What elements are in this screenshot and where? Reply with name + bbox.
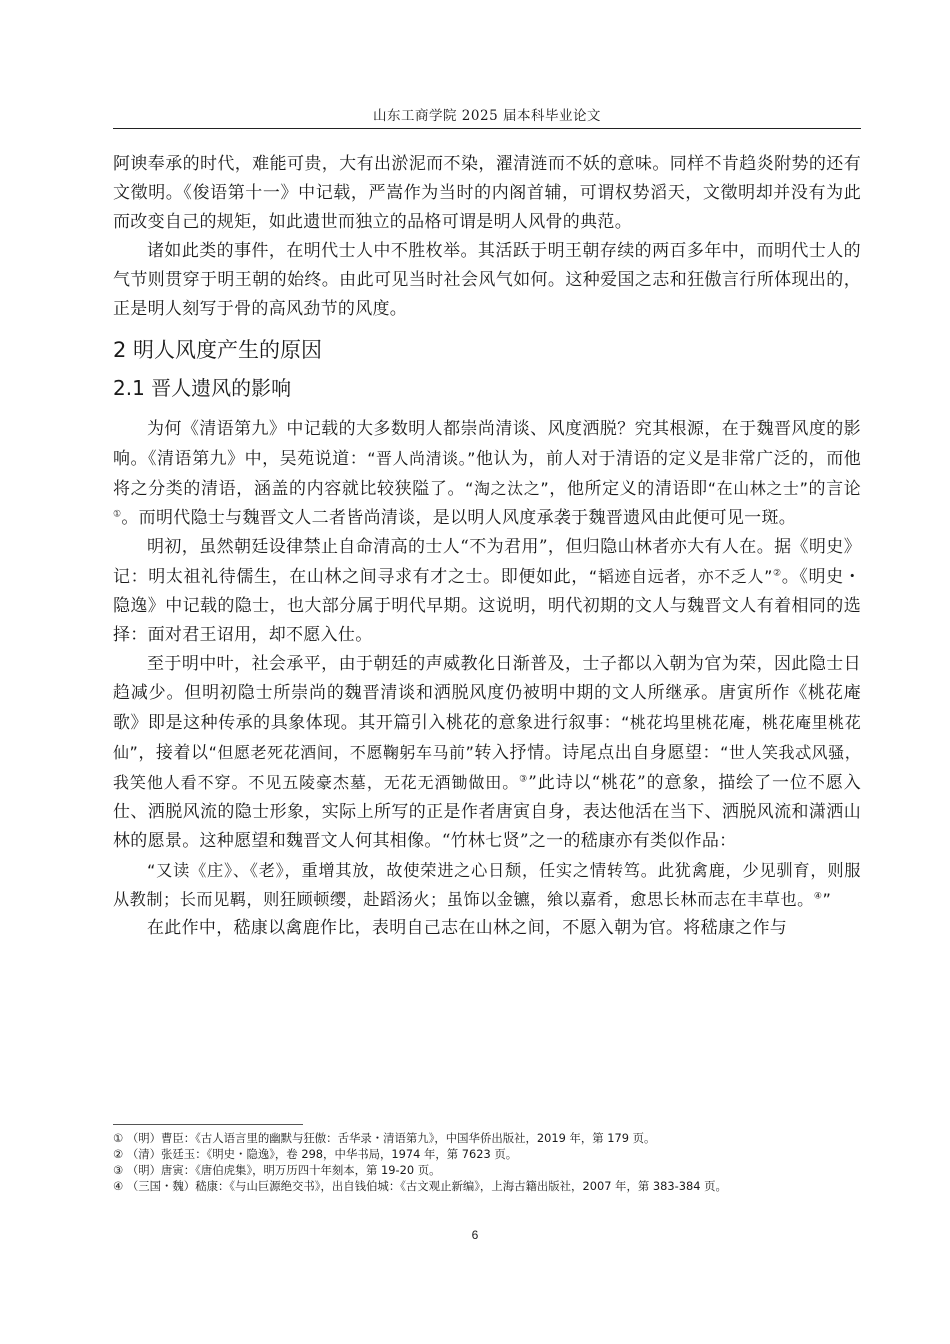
running-header: 山东工商学院 2025 届本科毕业论文 [373, 108, 601, 124]
p5-text-c: 转入抒情。诗尾点出自身愿望： [474, 743, 721, 763]
footnote-rule [113, 1124, 303, 1125]
p3-quote-3: “在山林之士” [707, 479, 809, 498]
footnote-ref-4[interactable]: ④ [813, 891, 823, 902]
p4-text-a: 明初，虽然朝廷设律禁止自命清高的士人“不为君用”，但归隐山林者亦大有人在。据《明史》记：明太祖礼待儒生，在山林之间寻求有才之士。即便如此， [113, 537, 861, 587]
paragraph-4 [113, 533, 861, 650]
p3-text-e: 。而明代隐士与魏晋文人二者皆尚清谈，是以明人风度承袭于魏晋遗风由此便可见一斑。 [121, 508, 797, 528]
section-heading: 2 明人风度产生的原因 [113, 338, 323, 362]
p5-quote-1: “桃花坞里桃花庵，桃花庵里桃花仙” [113, 713, 861, 762]
p4-text-b: 。《明史・隐逸》中记载的隐士，也大部分属于明代早期。这说明，明代初期的文人与魏晋文人有着相同的选择：面对君王诏用，却不愿入仕。 [113, 567, 862, 645]
footnote-4 [113, 1178, 861, 1194]
p5-quote-3: “世人笑我忒风骚，我笑他人看不穿。不见五陵豪杰墓，无花无酒锄做田。 [113, 743, 862, 792]
footnote-mark: ④ [113, 1179, 124, 1193]
paragraph-1: 阿谀奉承的时代，难能可贵，大有出淤泥而不染，濯清涟而不妖的意味。同样不肯趋炎附势的还有文徵明。《俊语第十一》中记载，严嵩作为当时的内阁首辅，可谓权势滔天，文徵明却并没有为此而改变自己的规矩，如此遗世而独立的品格可谓是明人风骨的典范。 [113, 154, 861, 232]
p5-text-b: ，接着以 [138, 743, 209, 763]
quote-text: “又读《庄》、《老》，重增其放，故使荣进之心日颓，任实之情转笃。此犹禽鹿，少见驯育，则服从教制；长而见羁，则狂顾顿缨，赴蹈汤火；虽饰以金镳，飨以嘉肴，愈思长林而志在丰草也。 [113, 861, 861, 909]
footnote-text: （清）张廷玉：《明史・隐逸》，卷 298，中华书局，1974 年，第 7623 页。 [126, 1147, 518, 1161]
p5-quote-2: “但愿老死花酒间，不愿鞠躬车马前” [208, 743, 475, 762]
p3-quote-2: “淘之汰之” [465, 479, 549, 498]
footnote-3 [113, 1162, 861, 1178]
footnote-text: （三国・魏）嵇康：《与山巨源绝交书》，出自钱伯城：《古文观止新编》，上海古籍出版社，2007 年，第 383-384 页。 [126, 1179, 727, 1193]
footnote-ref-1[interactable]: ① [113, 509, 122, 520]
p3-text-a: 为何《清语第九》中记载的大多数明人都崇尚清谈、风度洒脱？究其根源，在于魏晋风度的影响。《清语第九》中，吴苑说道： [113, 419, 861, 469]
paragraph-6: 在此作中，嵇康以禽鹿作比，表明自己志在山林之间，不愿入朝为官。将嵇康之作与 [147, 918, 788, 938]
footnote-text: （明）曹臣：《古人语言里的幽默与狂傲：舌华录・清语第九》，中国华侨出版社，2019 年，第 179 页。 [126, 1131, 656, 1145]
main-body [113, 150, 861, 943]
footnote-ref-2[interactable]: ② [772, 568, 782, 579]
p5-text-a: 至于明中叶，社会承平，由于朝廷的声威教化日渐普及，士子都以入朝为官为荣，因此隐士日趋减少。但明初隐士所崇尚的魏晋清谈和洒脱风度仍被明中期的文人所继承。唐寅所作《桃花庵歌》即是这种传承的具象体现。其开篇引入桃花的意象进行叙事： [113, 654, 861, 733]
p3-text-d: 的言论 [808, 479, 862, 499]
block-quote [113, 856, 861, 914]
footnote-ref-3[interactable]: ③ [519, 774, 529, 785]
p4-quote: “韬迹自远者，亦不乏人” [588, 567, 773, 586]
header-rule [113, 128, 861, 129]
footnote-mark: ① [113, 1131, 124, 1145]
subsection-heading: 2.1 晋人遗风的影响 [113, 376, 292, 400]
footnotes [113, 1130, 861, 1194]
p3-text-b: 他认为，前人对于清语的定义是非常广泛的，而他将之分类的清语，涵盖的内容就比较狭隘了。 [113, 449, 862, 499]
p5-text-d: ”此诗以“桃花”的意象，描绘了一位不愿入仕、洒脱风流的隐士形象，实际上所写的正是作者唐寅自身，表达他活在当下、洒脱风流和潇洒山林的愿景。这种愿望和魏晋文人何其相像。“竹林七贤”之一的嵇康亦有类似作品： [113, 773, 862, 851]
paragraph-2: 诸如此类的事件，在明代士人中不胜枚举。其活跃于明王朝存续的两百多年中，而明代士人的气节则贯穿于明王朝的始终。由此可见当时社会风气如何。这种爱国之志和狂傲言行所体现出的，正是明人刻写于骨的高风劲节的风度。 [113, 241, 861, 319]
p3-quote-1: “晋人尚清谈。” [367, 449, 476, 468]
footnote-2 [113, 1146, 861, 1162]
page-number: 6 [471, 1228, 479, 1242]
footnote-mark: ③ [113, 1163, 124, 1177]
paragraph-3 [113, 415, 861, 533]
footnote-mark: ② [113, 1147, 124, 1161]
quote-end: ” [822, 890, 832, 909]
paragraph-5 [113, 650, 861, 856]
footnote-text: （明）唐寅：《唐伯虎集》，明万历四十年刻本，第 19-20 页。 [126, 1163, 441, 1177]
p3-text-c: ，他所定义的清语即 [548, 479, 708, 499]
footnote-1 [113, 1130, 861, 1146]
